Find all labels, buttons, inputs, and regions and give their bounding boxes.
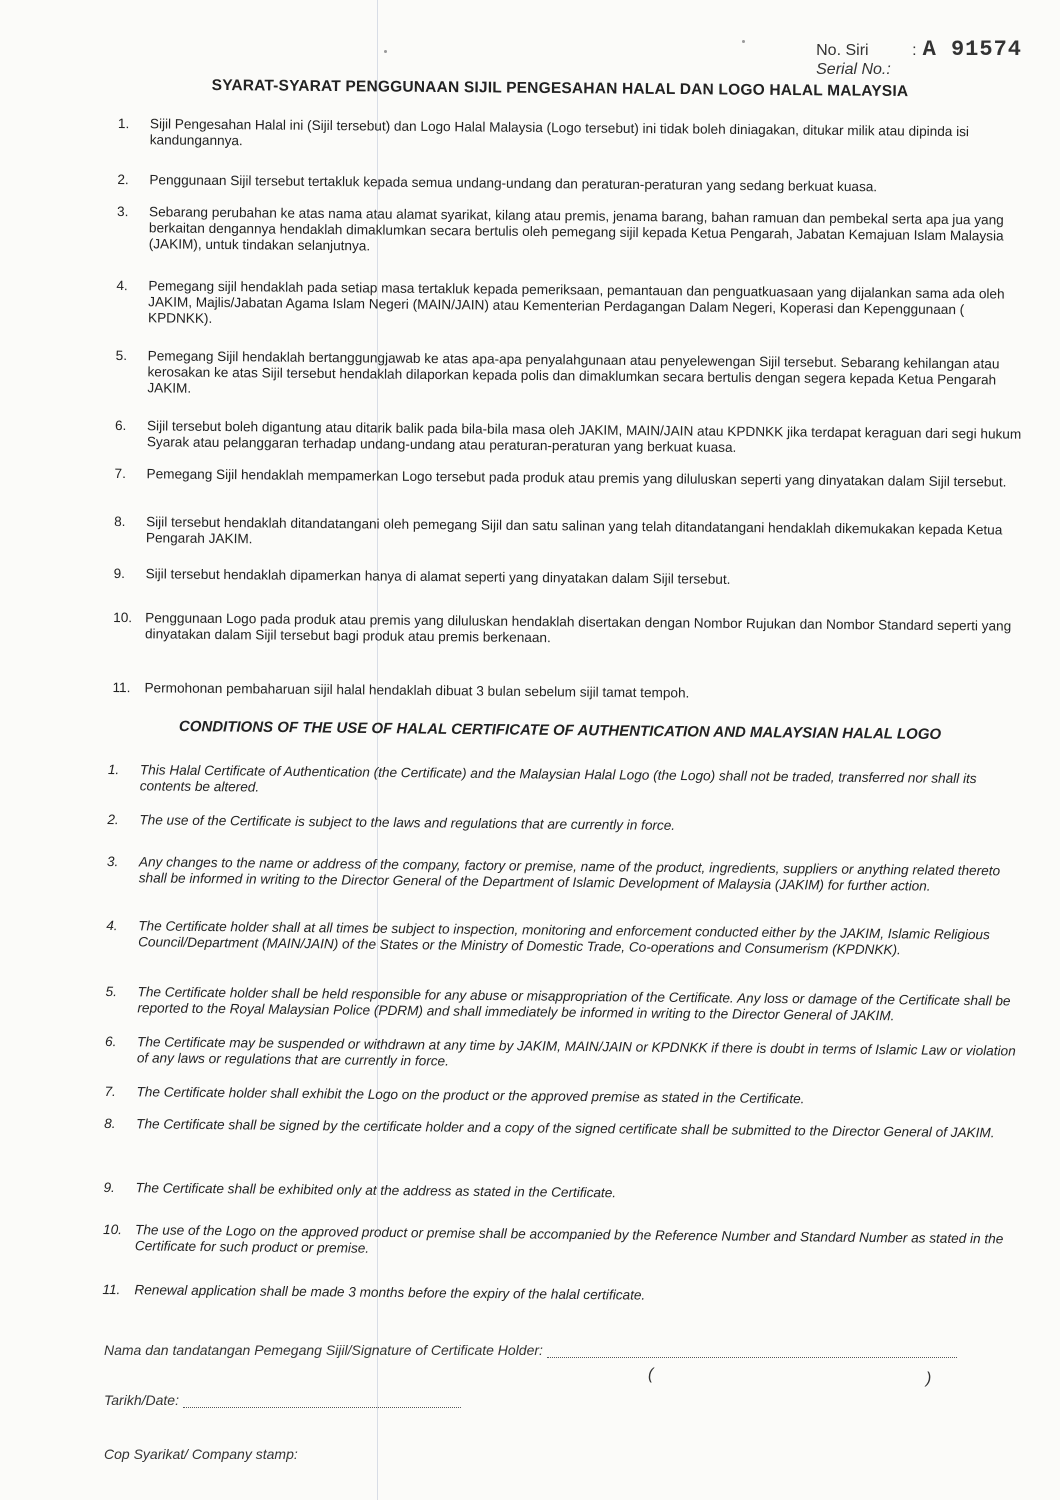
clause-number: 8. [114,513,126,530]
serial-label-ms: No. Siri [816,42,869,59]
malay-clause [118,116,1028,157]
clause-number: 9. [113,565,126,582]
serial-number: A 91574 [922,37,1022,62]
clause-text: The Certificate holder shall be held responsible for any abuse or misappropriation of the Certificate. Any loss or damage of the Certificate shall be reported to the Royal Malaysian Police (PDRM) and shall immediately be informed in writing to the Director General of JAKIM. [137,984,1011,1024]
english-clause [108,762,1023,804]
clause-text: The Certificate shall be exhibited only at the address as stated in the Certificate. [135,1180,617,1201]
clause-text: Pemegang sijil hendaklah pada setiap masa tertakluk kepada pemeriksaan, pemantauan dan penguatkuasaan yang dijalankan sama ada oleh JAKIM, Majlis/Jabatan Agama Islam Negeri (MAIN/JAIN) atau Kementerian Perdagangan Dalam Negeri, Koperasi dan Kepenggunaan ( KPDNKK). [147,278,1005,326]
malay-title: SYARAT-SYARAT PENGGUNAAN SIJIL PENGESAHAN HALAL DAN LOGO HALAL MALAYSIA [211,76,909,101]
scan-speck [384,50,387,53]
english-clause [103,1222,1018,1264]
clause-text: The use of the Certificate is subject to the laws and regulations that are currently in force. [139,812,676,833]
clause-text: Penggunaan Logo pada produk atau premis yang diluluskan hendaklah disertakan dengan Nombor Rujukan dan Nombor Standard seperti yang dinyatakan dalam Sijil tersebut bagi produk atau premis berkenaan. [144,610,1012,646]
scan-speck [742,40,745,43]
holder-signature-row [104,1342,957,1358]
date-row [104,1392,461,1408]
clause-number: 5. [115,347,128,364]
english-clause [105,984,1020,1026]
stamp-row [104,1446,298,1462]
clause-number: 6. [114,417,127,434]
english-clause [103,1180,1018,1206]
clause-number: 4. [106,917,118,934]
date-line[interactable] [183,1393,461,1408]
clause-number: 1. [117,116,130,132]
clause-text: The Certificate may be suspended or withdrawn at any time by JAKIM, MAIN/JAIN or KPDNKK if there is doubt in terms of Islamic Law or violation of any laws or regulations that are currently in force. [136,1034,1016,1069]
clause-number: 11. [102,1281,121,1298]
clause-number: 2. [107,811,119,828]
clause-text: Sijil tersebut hendaklah ditandatangani oleh pemegang Sijil dan satu salinan yang telah ditandatangani hendaklah dikemukakan kepada Ketua Pengarah JAKIM. [145,514,1003,547]
holder-signature-label: Nama dan tandatangan Pemegang Sijil/Signature of Certificate Holder: [104,1342,543,1358]
clause-number: 8. [104,1115,116,1132]
clause-number: 3. [117,203,129,220]
clause-text: Pemegang Sijil hendaklah mempamerkan Logo tersebut pada produk atau premis yang diluluskan seperti yang dinyatakan dalam Sijil tersebut. [146,466,1007,490]
clause-number: 7. [104,1083,116,1100]
clause-number: 2. [117,171,129,188]
malay-clause [115,348,1025,405]
english-clause [105,1034,1020,1076]
english-title: CONDITIONS OF THE USE OF HALAL CERTIFICATE OF AUTHENTICATION AND MALAYSIAN HALAL LOGO [178,718,942,743]
clause-number: 3. [106,853,119,870]
clause-text: Any changes to the name or address of the company, factory or premise, name of the product, ingredients, suppliers or anything related thereto shall be informed in writing to the Director General of the Department of Islamic Development of Malaysia (JAKIM) for further action. [138,854,1001,894]
clause-text: Permohonan pembaharuan sijil halal hendaklah dibuat 3 bulan sebelum sijil tamat tempoh. [144,680,690,701]
clause-text: The Certificate holder shall at all times be subject to inspection, monitoring and enforcement conducted either by the JAKIM, Islamic Religious Council/Department (MAIN/JAIN) of the States or the Ministry of Domestic Trade, Co-operations and Consumerism (KPDNKK). [138,918,990,958]
paren-open: ( [648,1366,654,1383]
english-clause [107,812,1022,838]
clause-text: Sijil tersebut boleh digantung atau ditarik balik pada bila-bila masa oleh JAKIM, MAIN/JAIN atau KPDNKK jika terdapat keraguan dari segi hukum Syarak atau pelanggaran terhadap undang-undang atau peraturan-peraturan yang berkuat kuasa. [146,418,1022,455]
serial-number-block [816,37,1022,79]
malay-clause [117,172,1027,197]
clause-text: The Certificate holder shall exhibit the Logo on the product or the approved premise as stated in the Certificate. [136,1084,805,1107]
serial-label-en: Serial No.: [816,61,891,78]
clause-number: 4. [116,277,128,294]
clause-text: Penggunaan Sijil tersebut tertakluk kepada semua undang-undang dan peraturan-peraturan yang sedang berkuat kuasa. [149,172,878,195]
english-clause [107,854,1022,896]
english-clause-list [102,762,1023,1303]
company-stamp-label: Cop Syarikat/ Company stamp: [104,1446,298,1462]
clause-text: Renewal application shall be made 3 months before the expiry of the halal certificate. [134,1282,646,1303]
clause-number: 10. [113,609,133,626]
malay-clause [116,278,1026,335]
clause-number: 6. [104,1033,117,1050]
english-clause [104,1084,1019,1110]
english-clause [104,1116,1019,1142]
clause-text: Sebarang perubahan ke atas nama atau alamat syarikat, kilang atau premis, jenama barang, bahan ramuan dan pembekal serta apa jua yang berkaitan dengannya hendaklah dimaklumkan secara bertulis oleh pemegang sijil kepada Ketua Pengarah, Jabatan Kemajuan Islam Malaysia (JAKIM), untuk tindakan selanjutnya. [148,204,1004,254]
paren-close: ) [926,1370,932,1387]
clause-number: 1. [107,762,120,778]
clause-text: Sijil tersebut hendaklah dipamerkan hanya di alamat seperti yang dinyatakan dalam Sijil tersebut. [145,566,731,587]
clause-text: Sijil Pengesahan Halal ini (Sijil tersebut) dan Logo Halal Malaysia (Logo tersebut) ini tidak boleh diniagakan, ditukar milik atau dipinda isi kandungannya. [149,116,970,149]
clause-text: This Halal Certificate of Authentication (the Certificate) and the Malaysian Halal Logo (the Logo) shall not be traded, transferred nor shall its contents be altered. [139,762,977,795]
malay-clause [113,610,1023,651]
clause-number: 11. [112,679,131,696]
malay-clause [114,566,1024,591]
date-label: Tarikh/Date: [104,1392,179,1408]
holder-signature-line[interactable] [547,1343,957,1358]
clause-number: 5. [105,983,118,1000]
clause-number: 9. [103,1179,115,1196]
malay-clause [114,514,1024,555]
english-clause [102,1282,1017,1308]
clause-number: 7. [114,465,126,482]
clause-number: 10. [103,1221,123,1238]
clause-text: The use of the Logo on the approved product or premise shall be accompanied by the Reference Number and Standard Number as stated in the Certificate for such product or premise. [134,1222,1004,1256]
malay-clause-list [112,116,1028,701]
clause-text: Pemegang Sijil hendaklah bertanggungjawab ke atas apa-apa penyalahgunaan atau penyelewengan Sijil tersebut. Sebarang kehilangan atau kerosakan ke atas Sijil tersebut hendaklah dilaporkan kepada polis dan dimaklumkan secara bertulis dengan segera kepada Ketua Pengarah JAKIM. [147,348,1000,396]
malay-clause [112,680,1022,705]
clause-text: The Certificate shall be signed by the certificate holder and a copy of the signed certificate shall be submitted to the Director General of JAKIM. [136,1116,995,1141]
malay-clause [115,418,1025,459]
malay-clause [114,466,1024,491]
english-clause [106,918,1021,960]
serial-colon: : [912,42,917,59]
malay-clause [117,204,1027,261]
